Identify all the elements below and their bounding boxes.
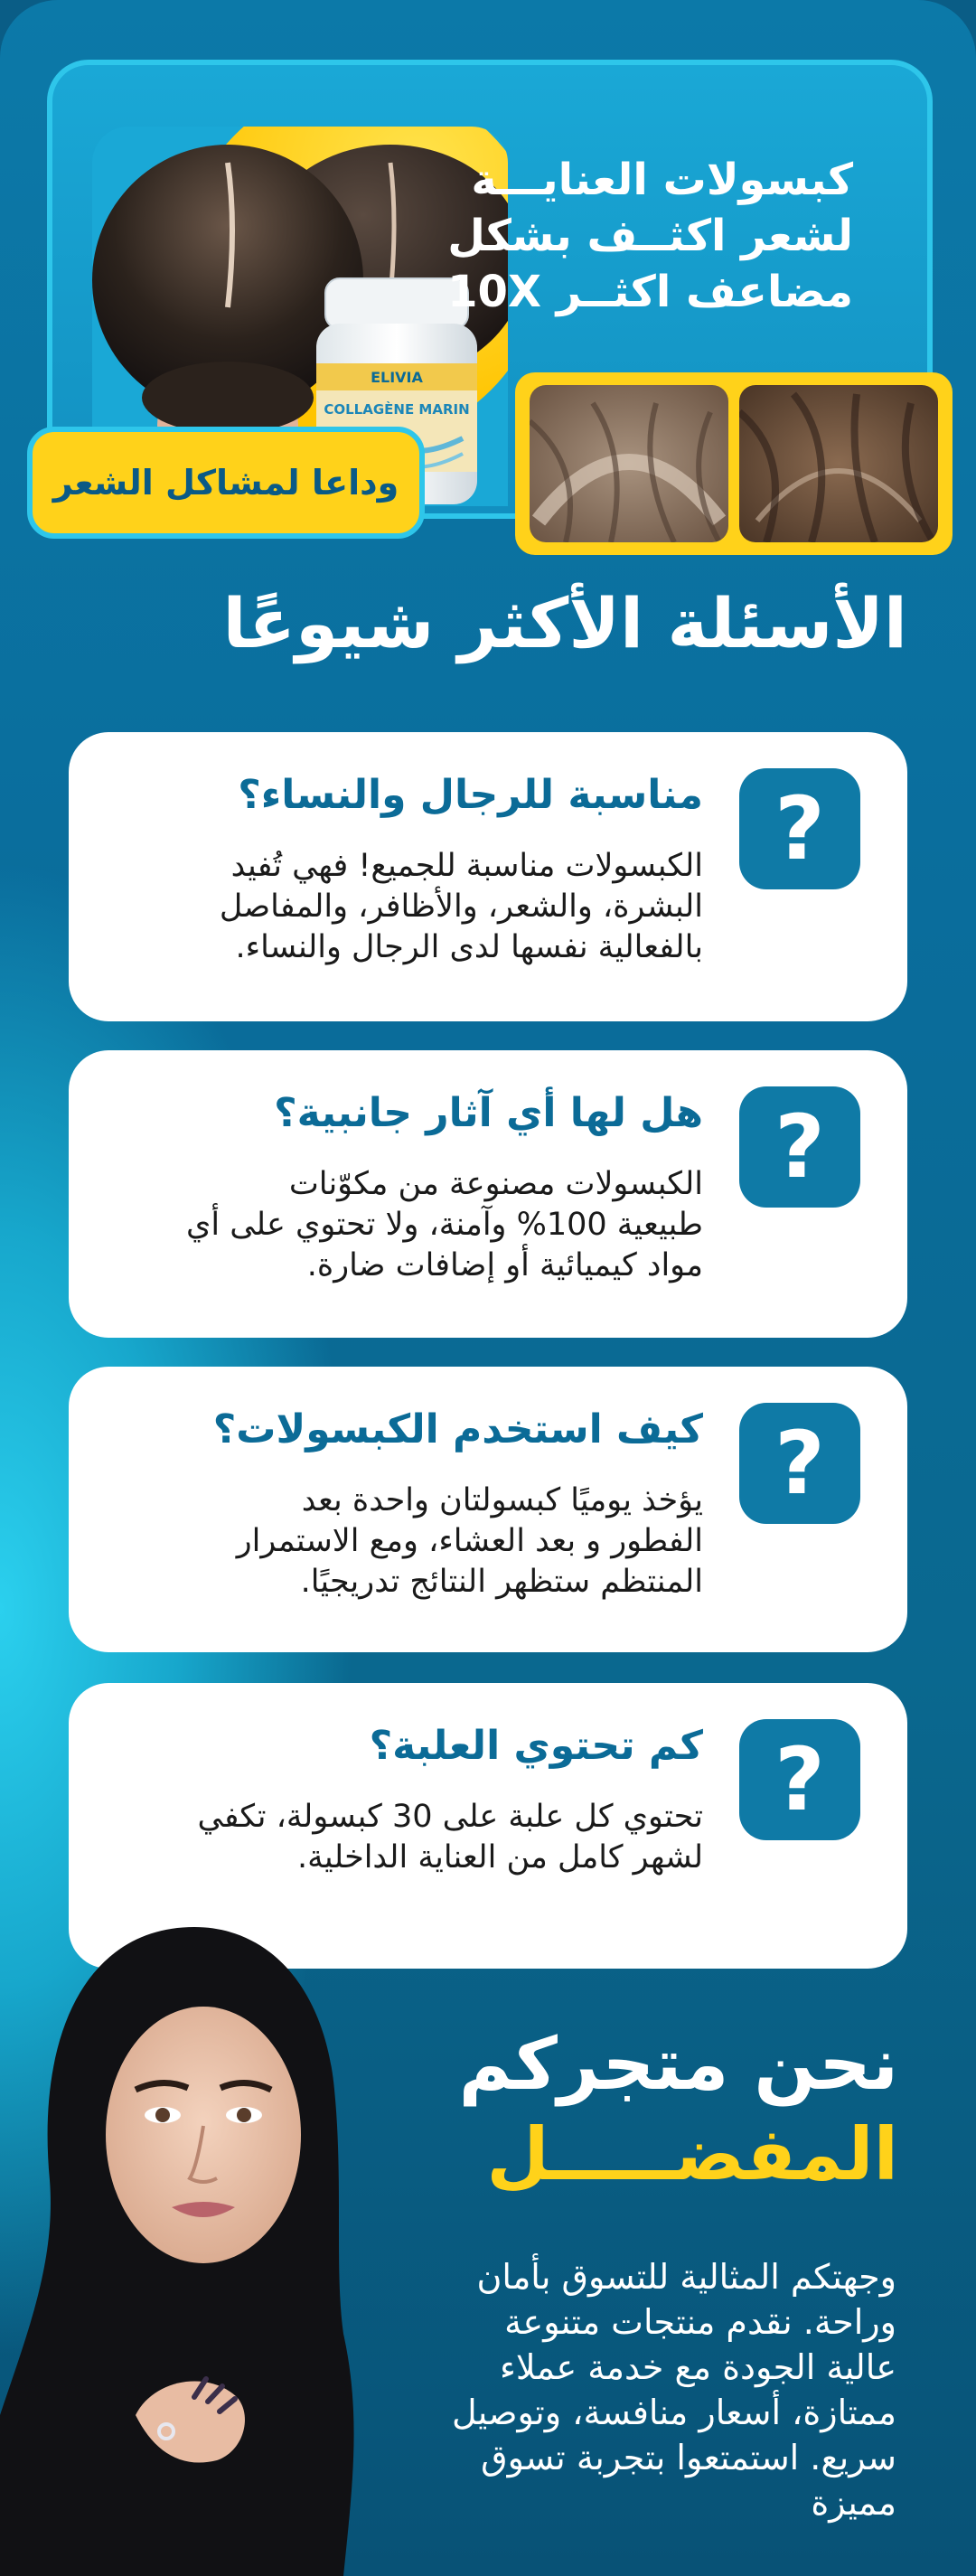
- faq-question: كيف استخدم الكبسولات؟: [212, 1406, 703, 1453]
- faq-card[interactable]: [69, 732, 907, 1021]
- question-mark-icon: ?: [739, 1086, 860, 1208]
- store-description-line: سريع. استمتعوا بتجربة تسوق: [481, 2438, 896, 2477]
- store-description-line: وراحة. نقدم منتجات متنوعة: [504, 2302, 896, 2342]
- after-scalp-photo: [739, 385, 938, 542]
- faq-answer-line: المنتظم ستظهر النتائج تدريجيًا.: [300, 1564, 703, 1600]
- faq-answer: [89, 1481, 703, 1603]
- store-title: نحن متجركم: [458, 2022, 898, 2106]
- hero-title: [419, 152, 853, 320]
- faq-answer-line: مواد كيميائية أو إضافات ضارة.: [306, 1247, 703, 1283]
- store-description-line: عالية الجودة مع خدمة عملاء: [499, 2347, 896, 2387]
- store-model-photo: [0, 1909, 389, 2576]
- faq-answer: [89, 1797, 703, 1878]
- goodbye-hair-problems-badge: وداعا لمشاكل الشعر: [27, 427, 425, 539]
- faq-answer-line: لشهر كامل من العناية الداخلية.: [297, 1839, 703, 1876]
- question-mark-icon: ?: [739, 1719, 860, 1840]
- faq-answer-line: بالفعالية نفسها لدى الرجال والنساء.: [235, 929, 703, 965]
- faq-answer-line: الكبسولات مناسبة للجميع! فهي تُفيد: [230, 848, 703, 884]
- faq-card[interactable]: [69, 1050, 907, 1338]
- before-after-frame: [515, 372, 953, 555]
- faq-answer-line: الفطور و بعد العشاء، ومع الاستمرار: [236, 1523, 703, 1559]
- faq-answer-line: يؤخذ يوميًا كبسولتان واحدة بعد: [301, 1482, 703, 1518]
- store-title-highlight: المفضـــــل: [486, 2112, 898, 2196]
- product-label-text: COLLAGÈNE MARIN: [324, 401, 470, 418]
- faq-question: هل لها أي آثار جانبية؟: [274, 1090, 703, 1136]
- faq-answer: [89, 846, 703, 968]
- hero-title-line: مضاعف اكثــر 10X: [447, 267, 853, 317]
- faq-answer-line: تحتوي كل علبة على 30 كبسولة، تكفي: [197, 1799, 703, 1835]
- hero-title-line: لشعر اكثــف بشكل: [447, 211, 853, 261]
- question-mark-icon: ?: [739, 1403, 860, 1524]
- store-description: [354, 2254, 896, 2525]
- faq-question: مناسبة للرجال والنساء؟: [238, 772, 703, 818]
- faq-answer: [89, 1164, 703, 1286]
- faq-card[interactable]: [69, 1367, 907, 1652]
- question-mark-icon: ?: [739, 768, 860, 889]
- faq-heading: الأسئلة الأكثر شيوعًا: [222, 583, 907, 663]
- faq-question: كم تحتوي العلبة؟: [369, 1723, 703, 1769]
- faq-answer-line: الكبسولات مصنوعة من مكوّنات: [288, 1166, 703, 1202]
- hero-title-line: كبسولات العنايـــة: [471, 155, 853, 205]
- product-brand-text: ELIVIA: [371, 369, 423, 386]
- store-description-line: ممتازة، أسعار منافسة، وتوصيل: [452, 2393, 896, 2432]
- store-description-line: مميزة: [811, 2483, 896, 2523]
- faq-answer-line: البشرة، والشعر، والأظافر، والمفاصل: [219, 888, 703, 925]
- store-description-line: وجهتكم المثالية للتسوق بأمان: [476, 2257, 896, 2297]
- faq-answer-line: طبيعية 100% وآمنة، ولا تحتوي على أي: [185, 1207, 703, 1243]
- before-scalp-photo: [530, 385, 728, 542]
